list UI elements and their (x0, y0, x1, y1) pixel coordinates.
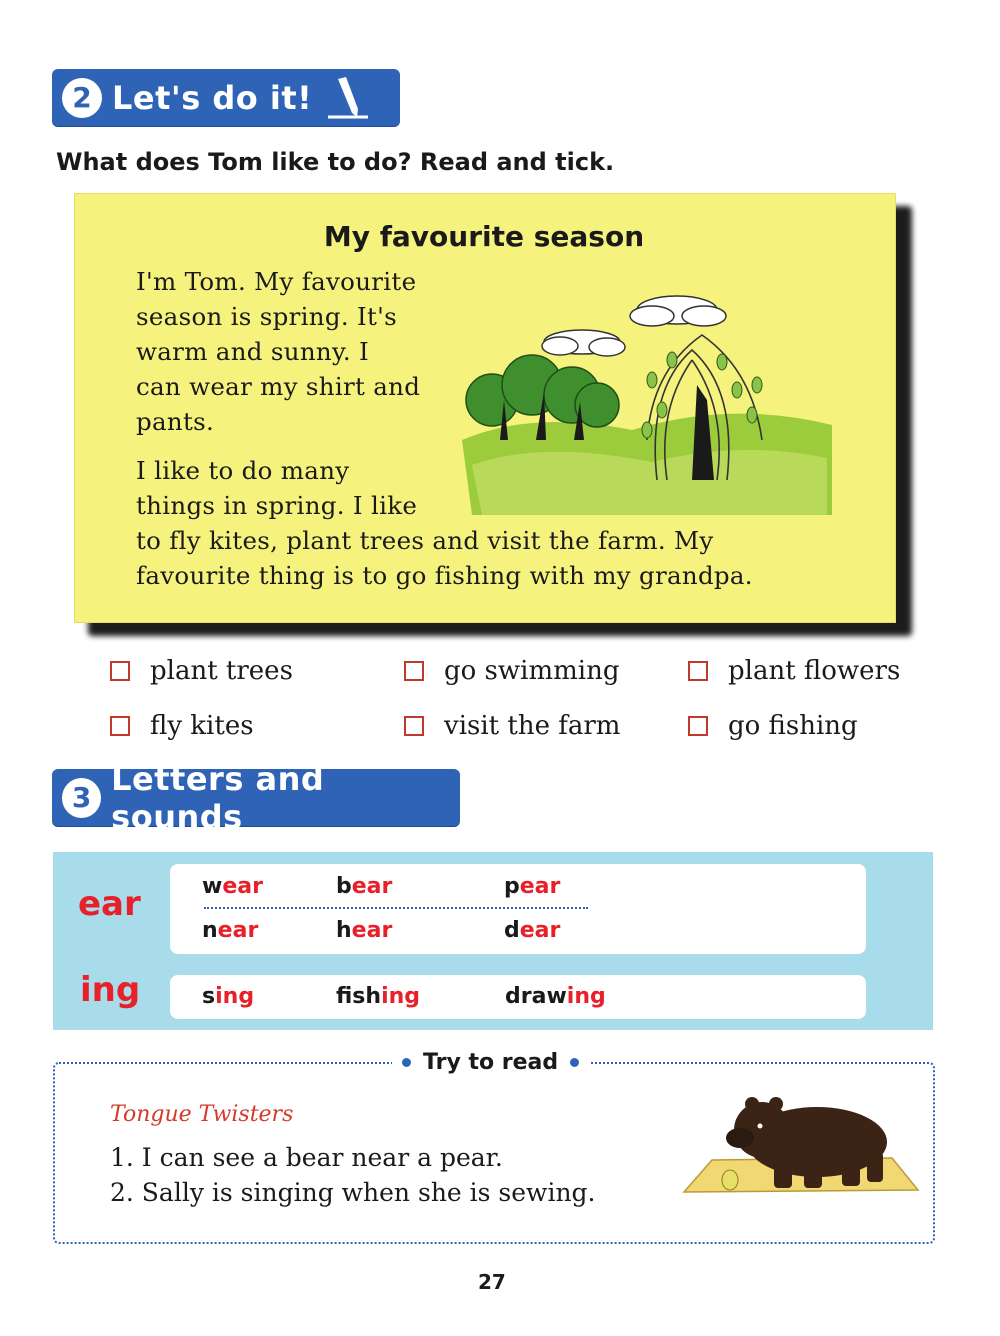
ing-word: fishing (336, 984, 421, 1009)
try-to-read-label (392, 1050, 589, 1075)
story-line: I'm Tom. My favourite (136, 267, 417, 296)
checkbox[interactable] (110, 716, 130, 736)
ear-word: dear (504, 918, 561, 943)
option-plant-trees[interactable] (110, 656, 293, 686)
tongue-twister-line: 2. Sally is singing when she is sewing. (110, 1178, 596, 1207)
story-line: favourite thing is to go fishing with my grandpa. (136, 561, 753, 590)
tongue-twister-line: 1. I can see a bear near a pear. (110, 1143, 503, 1172)
section-title: Letters and sounds (111, 759, 325, 836)
option-go-fishing[interactable] (688, 711, 858, 741)
bullet-dot-icon (570, 1058, 579, 1067)
ear-word: wear (202, 874, 263, 899)
ear-word: near (202, 918, 259, 943)
ing-label: ing (80, 970, 141, 1010)
story-line: to fly kites, plant trees and visit the farm. My (136, 526, 714, 555)
story-line: pants. (136, 407, 215, 436)
page-number: 27 (478, 1270, 506, 1294)
instruction-text: What does Tom like to do? Read and tick. (56, 148, 615, 176)
checkbox[interactable] (688, 661, 708, 681)
checkbox[interactable] (110, 661, 130, 681)
story-line: season is spring. It's (136, 302, 398, 331)
story-line: things in spring. I like (136, 491, 418, 520)
section-title: Let's do it! (112, 78, 313, 117)
checkbox[interactable] (688, 716, 708, 736)
ear-word: hear (336, 918, 393, 943)
option-visit-the-farm[interactable] (404, 711, 620, 741)
ing-word: drawing (505, 984, 606, 1009)
option-label: plant trees (150, 656, 293, 686)
checkbox[interactable] (404, 716, 424, 736)
spring-trees-illustration (452, 290, 842, 520)
ear-word: pear (504, 874, 561, 899)
ing-word: sing (202, 984, 255, 1009)
ear-label: ear (78, 884, 141, 924)
story-line: warm and sunny. I (136, 337, 370, 366)
card-title: My favourite season (323, 220, 645, 253)
dotted-divider (204, 907, 588, 909)
bullet-dot-icon (402, 1058, 411, 1067)
ear-word: bear (336, 874, 393, 899)
section-number: 2 (62, 78, 102, 118)
option-label: fly kites (150, 711, 254, 741)
checkbox[interactable] (404, 661, 424, 681)
option-go-swimming[interactable] (404, 656, 620, 686)
option-label: plant flowers (728, 656, 901, 686)
option-label: go swimming (444, 656, 620, 686)
section-2-header (52, 69, 400, 126)
option-fly-kites[interactable] (110, 711, 254, 741)
option-plant-flowers[interactable] (688, 656, 900, 686)
tongue-twisters-title: Tongue Twisters (110, 1102, 294, 1127)
story-line: I like to do many (136, 456, 350, 485)
try-to-read-text: Try to read (423, 1050, 559, 1075)
section-number: 3 (62, 778, 101, 818)
option-label: visit the farm (444, 711, 621, 741)
pencil-icon (324, 73, 374, 123)
story-line: can wear my shirt and (136, 372, 421, 401)
option-label: go fishing (728, 711, 858, 741)
bear-illustration (682, 1090, 922, 1200)
section-3-header (52, 759, 460, 836)
